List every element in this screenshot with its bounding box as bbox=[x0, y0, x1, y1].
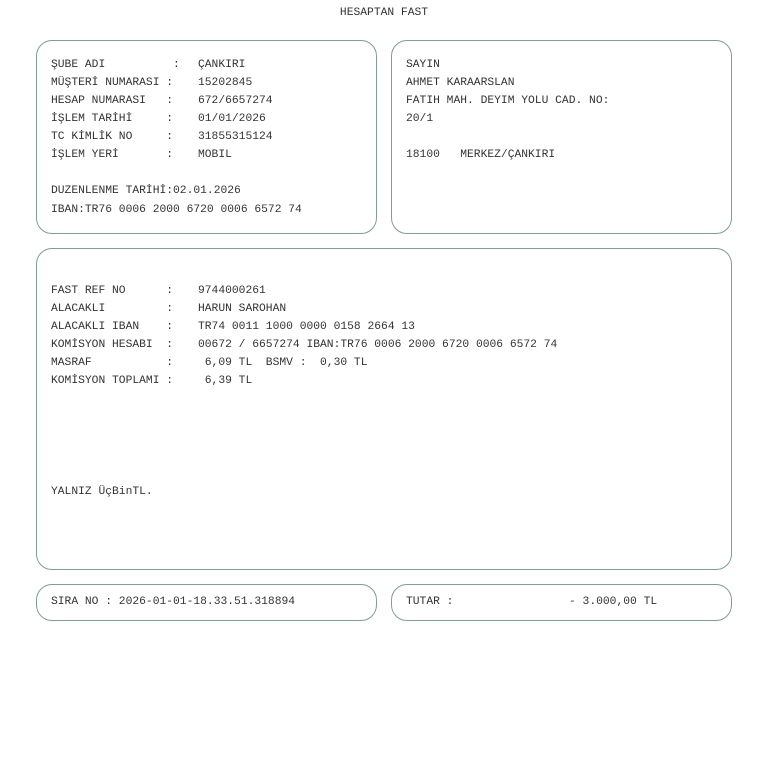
creditor-iban-value: TR74 0011 1000 0000 0158 2664 13 bbox=[198, 321, 415, 333]
sender-iban: IBAN:TR76 0006 2000 6720 0006 6572 74 bbox=[51, 204, 302, 216]
account-number-label: HESAP NUMARASI : bbox=[51, 95, 174, 107]
commission-total-value: 6,39 TL bbox=[198, 375, 253, 387]
tc-id-value: 31855315124 bbox=[198, 131, 273, 143]
address-city: 18100 MERKEZ/ÇANKIRI bbox=[406, 149, 556, 161]
address-line-2: 20/1 bbox=[406, 113, 434, 125]
customer-name: AHMET KARAARSLAN bbox=[406, 77, 515, 89]
fast-ref-value: 9744000261 bbox=[198, 285, 266, 297]
branch-value: ÇANKIRI bbox=[198, 59, 246, 71]
fee-label: MASRAF : bbox=[51, 357, 174, 369]
address-line-1: FATIH MAH. DEYIM YOLU CAD. NO: bbox=[406, 95, 610, 107]
creditor-iban-label: ALACAKLI IBAN : bbox=[51, 321, 174, 333]
customer-number-value: 15202845 bbox=[198, 77, 253, 89]
amount-box bbox=[391, 584, 732, 621]
tc-id-label: TC KİMLİK NO : bbox=[51, 131, 174, 143]
sequence-box bbox=[36, 584, 377, 621]
commission-account-value: 00672 / 6657274 IBAN:TR76 0006 2000 6720 0006 6572 74 bbox=[198, 339, 558, 351]
creditor-value: HARUN SAROHAN bbox=[198, 303, 287, 315]
customer-number-label: MÜŞTERİ NUMARASI : bbox=[51, 77, 174, 89]
commission-total-label: KOMİSYON TOPLAMI : bbox=[51, 375, 174, 387]
account-number-value: 672/6657274 bbox=[198, 95, 273, 107]
account-info-box bbox=[36, 40, 377, 234]
fee-value: 6,09 TL BSMV : 0,30 TL bbox=[198, 357, 368, 369]
fast-ref-label: FAST REF NO : bbox=[51, 285, 174, 297]
recipient-address-box bbox=[391, 40, 732, 234]
transaction-date-value: 01/01/2026 bbox=[198, 113, 266, 125]
sequence-number: SIRA NO : 2026-01-01-18.33.51.318894 bbox=[51, 596, 296, 608]
amount-in-words: YALNIZ ÜçBinTL. bbox=[51, 486, 153, 498]
salutation: SAYIN bbox=[406, 59, 440, 71]
commission-account-label: KOMİSYON HESABI : bbox=[51, 339, 174, 351]
document-title: HESAPTAN FAST bbox=[339, 7, 429, 19]
issue-date: DUZENLENME TARİHİ:02.01.2026 bbox=[51, 185, 241, 197]
transaction-date-label: İŞLEM TARİHİ : bbox=[51, 113, 174, 125]
transaction-place-value: MOBIL bbox=[198, 149, 232, 161]
transfer-detail-box bbox=[36, 248, 732, 570]
branch-label: ŞUBE ADI : bbox=[51, 59, 180, 71]
amount-label: TUTAR : bbox=[406, 596, 454, 608]
amount-value: - 3.000,00 TL bbox=[569, 596, 658, 608]
transaction-place-label: İŞLEM YERİ : bbox=[51, 149, 174, 161]
creditor-label: ALACAKLI : bbox=[51, 303, 174, 315]
